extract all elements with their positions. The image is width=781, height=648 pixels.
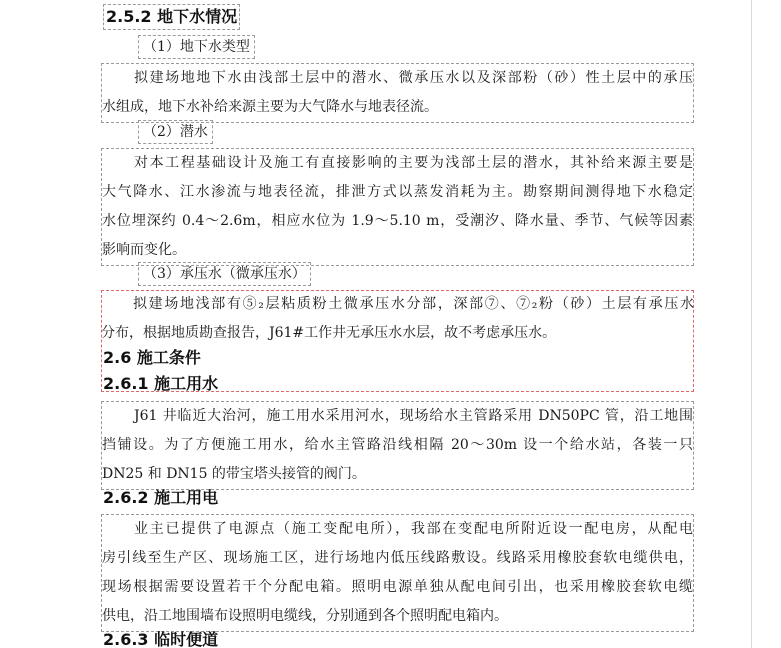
section-heading-2-6-1: 2.6.1 施工用水	[103, 374, 219, 393]
paragraph-groundwater-type	[101, 63, 694, 123]
section-heading-2-6-2: 2.6.2 施工用电	[103, 488, 219, 507]
subheading-groundwater-type: （1）地下水类型	[138, 35, 255, 59]
paragraph-construction-water	[101, 401, 694, 490]
page-edge-rule	[751, 0, 752, 648]
text-line: 影响而变化。	[102, 242, 186, 258]
text-line: 水位埋深约 0.4～2.6m，相应水位为 1.9～5.10 m，受潮汐、降水量、季节、气候等因素	[102, 213, 693, 229]
text-line: 房引线至生产区、现场施工区，进行场地内低压线路敷设。线路采用橡胶套软电缆供电，	[102, 550, 693, 566]
section-heading-2-6: 2.6 施工条件	[103, 348, 201, 367]
text-line: 分布，根据地质勘查报告，J61#工作井无承压水水层，故不考虑承压水。	[101, 325, 557, 341]
text-line: 现场根据需要设置若干个分配电箱。照明电源单独从配电间引出，也采用橡胶套软电缆	[102, 579, 693, 595]
subheading-phreatic-water: （2）潜水	[138, 120, 213, 144]
text-line: 业主已提供了电源点（施工变配电所），我部在变配电所附近设一配电房，从配电	[134, 521, 693, 537]
subheading-confined-water: （3）承压水（微承压水）	[138, 262, 311, 286]
text-line: DN25 和 DN15 的带宝塔头接管的阀门。	[102, 466, 366, 482]
paragraph-phreatic-water	[101, 148, 694, 266]
text-line: 大气降水、江水渗流与地表径流，排泄方式以蒸发消耗为主。勘察期间测得地下水稳定	[102, 184, 693, 200]
section-heading-2-5-2: 2.5.2 地下水情况	[103, 4, 240, 30]
text-line: 对本工程基础设计及施工有直接影响的主要为浅部土层的潜水，其补给来源主要是	[134, 155, 693, 171]
section-heading-2-6-3: 2.6.3 临时便道	[103, 630, 219, 648]
text-line: 供电，沿工地围墙布设照明电缆线，分别通到各个照明配电箱内。	[102, 608, 508, 624]
text-line: 水组成，地下水补给来源主要为大气降水与地表径流。	[102, 99, 438, 115]
text-line: 拟建场地地下水由浅部土层中的潜水、微承压水以及深部粉（砂）性土层中的承压	[134, 70, 693, 86]
text-line: 拟建场地浅部有⑤₂层粘质粉土微承压水分部，深部⑦、⑦₂粉（砂）土层有承压水	[133, 296, 694, 312]
text-line: J61 井临近大治河，施工用水采用河水，现场给水主管路采用 DN50PC 管，沿工地围	[134, 408, 693, 424]
paragraph-construction-power	[101, 514, 694, 632]
paragraph-confined-water	[101, 290, 694, 348]
text-line: 挡铺设。为了方便施工用水，给水主管路沿线相隔 20～30m 设一个给水站，各装一只	[102, 437, 693, 453]
